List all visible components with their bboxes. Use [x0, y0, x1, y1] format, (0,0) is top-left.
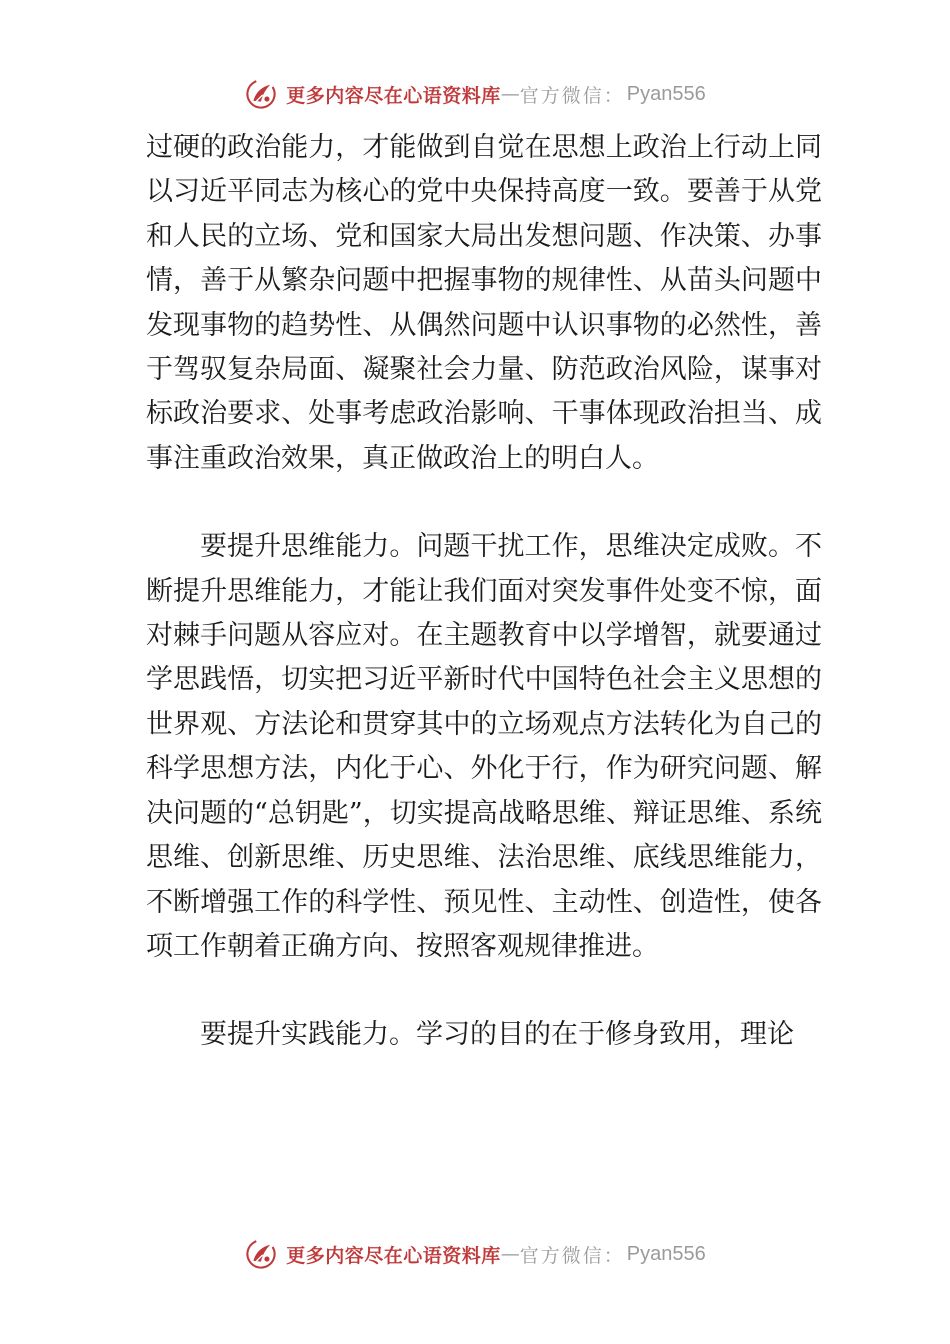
- header-separator: —: [500, 83, 520, 105]
- paragraph-2: 要提升思维能力。问题干扰工作，思维决定成败。不断提升思维能力，才能让我们面对突发事件处变不惊，面对棘手问题从容应对。在主题教育中以学增智，就要通过学思践悟，切实把习近平新时代中国特色社会主义思想的世界观、方法论和贯穿其中的立场观点方法转化为自己的科学思想方法，内化于心、外化于行，作为研究问题、解决问题的“总钥匙”，切实提高战略思维、辩证思维、系统思维、创新思维、历史思维、法治思维、底线思维能力，不断增强工作的科学性、预见性、主动性、创造性，使各项工作朝着正确方向、按照客观规律推进。: [146, 531, 822, 962]
- paragraph-1: 过硬的政治能力，才能做到自觉在思想上政治上行动上同以习近平同志为核心的党中央保持高度一致。要善于从党和人民的立场、党和国家大局出发想问题、作决策、办事情，善于从繁杂问题中把握事物的规律性、从苗头问题中发现事物的趋势性、从偶然问题中认识事物的必然性，善于驾驭复杂局面、凝聚社会力量、防范政治风险，谋事对标政治要求、处事考虑政治影响、干事体现政治担当、成事注重政治效果，真正做政治上的明白人。: [146, 132, 822, 474]
- header-banner: [0, 74, 950, 114]
- footer-wechat-id: Pyan556: [626, 1242, 706, 1265]
- document-body: [146, 126, 822, 1058]
- footer-separator: —: [500, 1243, 520, 1265]
- header-wechat-id: Pyan556: [626, 82, 706, 105]
- brand-logo-icon: [244, 77, 278, 111]
- header-site-name: 更多内容尽在心语资料库: [286, 84, 501, 107]
- footer-wechat-label: 官方微信：: [519, 1244, 625, 1267]
- header-wechat-label: 官方微信：: [519, 84, 625, 107]
- footer-banner: [0, 1234, 950, 1274]
- paragraph-3: 要提升实践能力。学习的目的在于修身致用，理论: [200, 1019, 794, 1051]
- footer-site-name: 更多内容尽在心语资料库: [286, 1244, 501, 1267]
- brand-logo-icon: [244, 1237, 278, 1271]
